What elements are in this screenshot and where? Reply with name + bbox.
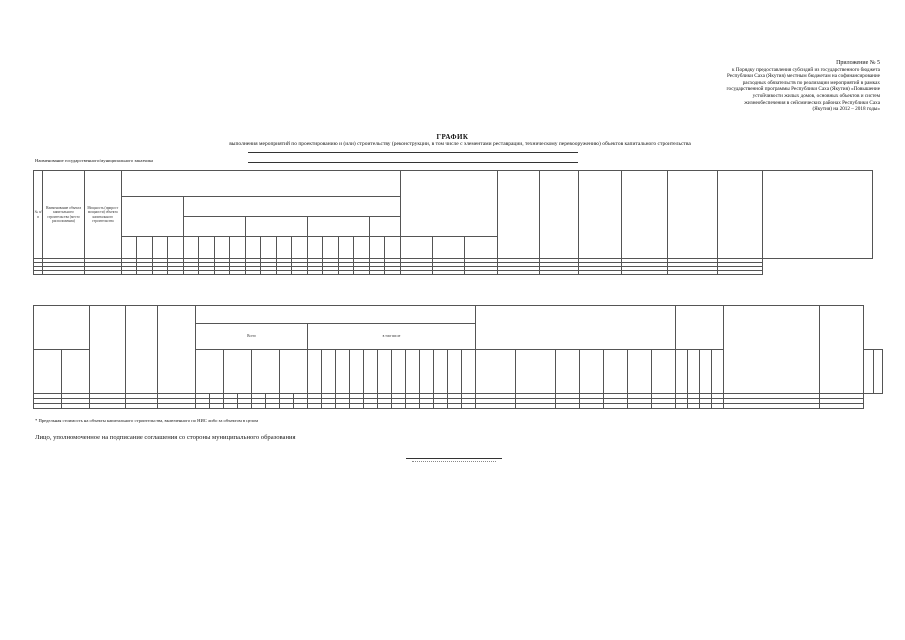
signature-line (406, 458, 502, 459)
header-cell (183, 197, 400, 217)
header-cell (121, 197, 183, 237)
appendix-line: к Порядку предоставления субсидий из государственного бюджета (731, 66, 880, 73)
header-cell (252, 350, 280, 394)
year-cell (152, 237, 168, 259)
header-cell (401, 237, 433, 259)
year-cell (354, 237, 370, 259)
header-cell (307, 217, 369, 237)
header-cell (688, 350, 700, 394)
municipality-line (248, 162, 578, 163)
header-including: в том числе (308, 324, 476, 350)
header-cell (604, 350, 628, 394)
municipality-label: Наименование государственного/муниципального заказчика (35, 158, 154, 163)
header-cell (245, 217, 307, 237)
title-underline (248, 152, 578, 153)
document-title: ГРАФИК (436, 133, 469, 141)
header-cell (406, 350, 420, 394)
header-cell (448, 350, 462, 394)
header-cell (34, 306, 90, 350)
header-cell (873, 350, 882, 394)
header-cell (476, 306, 676, 350)
header-cell (622, 171, 668, 259)
header-cell (700, 350, 712, 394)
header-cell (628, 350, 652, 394)
header-cell (196, 350, 224, 394)
header-cell (676, 350, 688, 394)
header-cell (763, 171, 873, 259)
year-cell (137, 237, 153, 259)
year-cell (183, 237, 199, 259)
header-cell (350, 350, 364, 394)
header-cell (578, 171, 621, 259)
header-cell (392, 350, 406, 394)
header-cell (476, 350, 516, 394)
appendix-line: жизнеобеспечения в сейсмических районах Республики Саха (744, 99, 880, 106)
header-cell (378, 350, 392, 394)
appendix-line: устойчивости жилых домов, основных объектов и систем (752, 92, 880, 99)
signature-mark (412, 461, 496, 464)
header-cell (369, 217, 400, 237)
header-cell (308, 350, 322, 394)
header-cell (667, 171, 717, 259)
appendix-line: (Якутия) на 2012 – 2018 годы» (812, 106, 880, 113)
header-cell (420, 350, 434, 394)
year-cell (292, 237, 308, 259)
header-cell (280, 350, 308, 394)
header-cell (62, 350, 90, 394)
header-cell (433, 237, 465, 259)
header-cell (126, 306, 158, 394)
appendix-line: расходных обязательств по реализации мероприятий в рамках (742, 79, 880, 86)
header-cell (539, 171, 578, 259)
appendix-line: Приложение № 5 (836, 60, 880, 66)
header-cell (580, 350, 604, 394)
header-cell (676, 306, 724, 350)
schedule-table-top (33, 170, 873, 275)
footnote: * Предельная стоимость на объекты капитального строительства, включенного по НИС либо за объектом в целом (35, 418, 259, 423)
year-cell (385, 237, 401, 259)
year-cell (214, 237, 230, 259)
year-cell (276, 237, 292, 259)
header-object-power: Мощность (прирост мощности) объекта капитального строительства (84, 171, 121, 259)
appendix-block (640, 60, 880, 113)
header-row-number: № п/п (34, 171, 43, 259)
header-object-name: Наименование объекта капитального строительства (место расположения) (43, 171, 84, 259)
year-cell (230, 237, 246, 259)
appendix-line: государственной программы Республики Саха (Якутия) «Повышение (726, 86, 880, 93)
header-cell (556, 350, 580, 394)
appendix-line: Республики Саха (Якутия) местным бюджетам на софинансирование (726, 73, 880, 80)
schedule-table-bottom (33, 305, 883, 409)
header-cell (336, 350, 350, 394)
header-total: Всего (196, 324, 308, 350)
year-cell (121, 237, 137, 259)
header-cell (183, 217, 245, 237)
header-cell (158, 306, 196, 394)
year-cell (307, 237, 323, 259)
table-row (34, 404, 883, 409)
header-cell (717, 171, 763, 259)
header-cell (90, 306, 126, 394)
year-cell (168, 237, 184, 259)
header-cell (224, 350, 252, 394)
header-cell (864, 350, 873, 394)
year-cell (245, 237, 261, 259)
header-cell (196, 306, 476, 324)
header-cell (724, 306, 820, 394)
year-cell (369, 237, 385, 259)
year-cell (323, 237, 339, 259)
header-cell (652, 350, 676, 394)
year-cell (261, 237, 277, 259)
header-cell (820, 306, 864, 394)
year-cell (338, 237, 354, 259)
header-cell (712, 350, 724, 394)
header-cell (462, 350, 476, 394)
header-cell (498, 171, 539, 259)
header-cell (465, 237, 498, 259)
document-subtitle: выполнения мероприятий по проектированию и (или) строительству (реконструкции, в том числе с элементами реставрации, техническому перевооружению) объектов капитального строительства (229, 141, 691, 147)
header-budget-cell (121, 171, 400, 197)
header-cell (322, 350, 336, 394)
header-cell (364, 350, 378, 394)
header-cell (401, 171, 498, 237)
signature-label: Лицо, уполномоченное на подписание соглашения со стороны муниципального образования (35, 434, 296, 441)
header-cell (434, 350, 448, 394)
table-row (34, 271, 873, 275)
header-cell (516, 350, 556, 394)
year-cell (199, 237, 215, 259)
header-cell (34, 350, 62, 394)
